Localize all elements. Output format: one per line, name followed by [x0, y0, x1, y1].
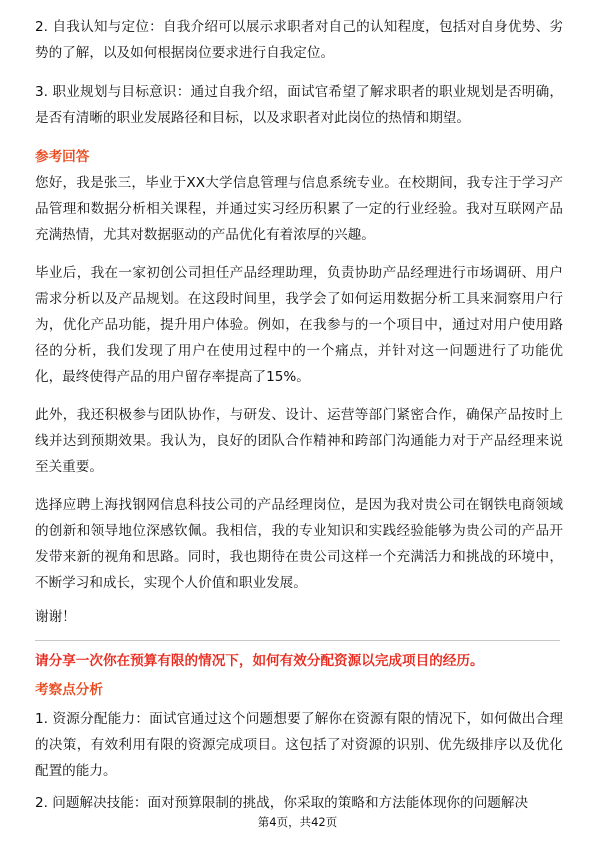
- analysis-paragraph-2: 2. 问题解决技能：面对预算限制的挑战，你采取的策略和方法能体现你的问题解决: [35, 795, 529, 811]
- section-divider: [35, 640, 560, 641]
- analysis-paragraph-1: 1. 资源分配能力：面试官通过这个问题想要了解你在资源有限的情况下，如何做出合理的决策，有效利用有限的资源完成项目。这包括了对资源的识别、优先级排序以及优化配置的能力。: [35, 711, 563, 779]
- answer-paragraph-4: 选择应聘上海找钢网信息科技公司的产品经理岗位，是因为我对贵公司在钢铁电商领域的创新和领导地位深感钦佩。我相信，我的专业知识和实践经验能够为贵公司的产品开发带来新的视角和思路。同时，我也期待在贵公司这样一个充满活力和挑战的环境中，不断学习和成长，实现个人价值和职业发展。: [35, 497, 563, 591]
- question-title: 请分享一次你在预算有限的情况下，如何有效分配资源以完成项目的经历。: [35, 653, 484, 669]
- analysis-heading: 考察点分析: [35, 682, 103, 698]
- answer-thanks: 谢谢！: [35, 609, 76, 625]
- answer-paragraph-2: 毕业后，我在一家初创公司担任产品经理助理，负责协助产品经理进行市场调研、用户需求分析以及产品规划。在这段时间里，我学会了如何运用数据分析工具来洞察用户行为，优化产品功能，提升用户体验。例如，在我参与的一个项目中，通过对用户使用路径的分析，我们发现了用户在使用过程中的一个痛点，并针对这一问题进行了功能优化，最终使得产品的用户留存率提高了15%。: [35, 265, 563, 385]
- answer-paragraph-1: 您好，我是张三，毕业于XX大学信息管理与信息系统专业。在校期间，我专注于学习产品管理和数据分析相关课程，并通过实习经历积累了一定的行业经验。我对互联网产品充满热情，尤其对数据驱动的产品优化有着浓厚的兴趣。: [35, 175, 563, 243]
- point-self-awareness: 2. 自我认知与定位：自我介绍可以展示求职者对自己的认知程度，包括对自身优势、劣势的了解，以及如何根据岗位要求进行自我定位。: [35, 19, 563, 61]
- answer-heading: 参考回答: [35, 149, 90, 165]
- point-career-planning: 3. 职业规划与目标意识：通过自我介绍，面试官希望了解求职者的职业规划是否明确，是否有清晰的职业发展路径和目标，以及求职者对此岗位的热情和期望。: [35, 84, 563, 126]
- answer-paragraph-3: 此外，我还积极参与团队协作，与研发、设计、运营等部门紧密合作，确保产品按时上线并达到预期效果。我认为，良好的团队合作精神和跨部门沟通能力对于产品经理来说至关重要。: [35, 407, 563, 475]
- page-number: 第4页，共42页: [257, 815, 338, 829]
